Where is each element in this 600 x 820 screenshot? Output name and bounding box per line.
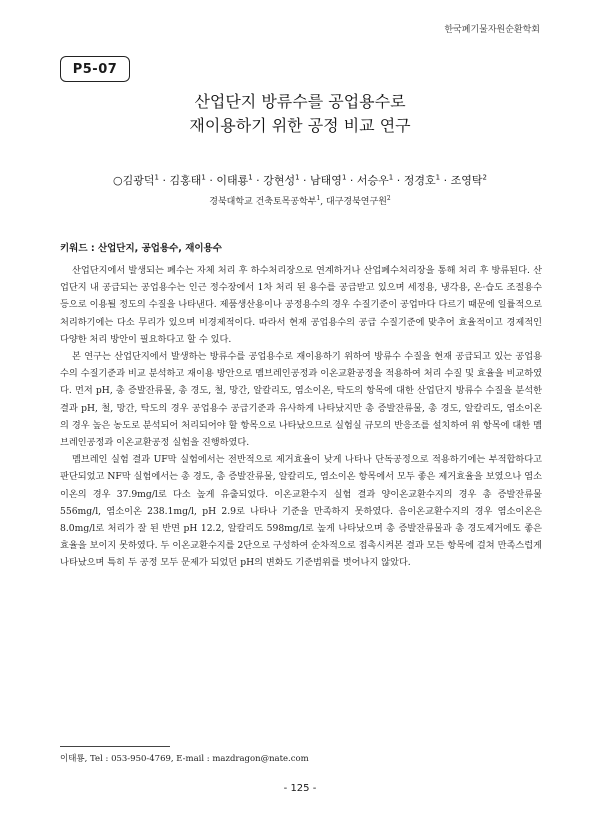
author: ○김광덕$^1$ [113,173,159,187]
author-separator: · [299,174,311,187]
page-number: - 125 - [283,783,317,794]
author: 조영탁$^2$ [450,173,487,187]
affiliations: 경북대학교 건축토목공학부$^1$, 대구경북연구원$^2$ [209,195,391,207]
paper-id-badge: P5-07 [60,56,130,82]
affiliation-2: 대구경북연구원 [326,197,387,207]
author-separator: · [393,174,404,187]
affiliation-1: 경북대학교 건축토목공학부 [209,197,317,207]
author-list [0,172,600,188]
paper-title [0,90,600,138]
paragraph: 산업단지에서 발생되는 폐수는 자체 처리 후 하수처리장으로 연계하거나 산업폐수처리장을 통해 처리 후 방류된다. 산업단지 내 공급되는 공업용수는 인근 정수장에서 1차 처리 된 용수를 공급받고 있으며 세정용, 냉각용, 온·습도 조절용수 등으로 이용될 정도의 수질을 나타낸다. 제품생산용이나 공정용수의 경우 수질기준이 공업마다 다르기 때문에 일률적으로 처리하기에는 다소 무리가 있으며 비경제적이다. 따라서 현재 공업용수의 공급 수질기준에 맞추어 효율적이고 경제적인 다양한 처리 방안이 필요하다고 할 수 있다. [60,265,542,345]
author-separator: · [205,174,217,187]
author-separator: · [158,174,170,187]
society-header: 한국폐기물자원순환학회 [444,25,540,35]
author-separator: · [346,174,357,187]
author: 김홍태$^1$ [169,173,206,187]
author: 서승우$^1$ [356,173,394,187]
corresponding-author-footnote: 이태룡, Tel : 053-950-4769, E-mail : mazdragon@nate.com [60,754,309,764]
author-separator: · [440,174,451,187]
author: 정경호$^1$ [403,173,441,187]
footnote-divider [60,746,170,747]
author: 남태영$^1$ [310,173,347,187]
title-line-1: 산업단지 방류수를 공업용수로 [194,92,406,111]
abstract-body [60,262,542,572]
title-line-2: 재이용하기 위한 공정 비교 연구 [189,116,411,135]
keywords-line: 키워드 : 산업단지, 공업용수, 재이용수 [60,243,222,254]
author: 강현성$^1$ [263,173,300,187]
paragraph: 멤브레인 실험 결과 UF막 실험에서는 전반적으로 제거효율이 낮게 나타나 단독공정으로 적용하기에는 부적합하다고 판단되었고 NF막 실험에서는 총 경도, 총 증발잔류물, 알칼리도, 염소이온 항목에서 모두 좋은 제거효율을 보였으나 염소이온의 경우 37.9mg/l로 다소 높게 유출되었다. 이온교환수지 실험 결과 양이온교환수지의 경우 총 증발잔류물 556mg/l, 염소이온 238.1mg/l, pH 2.9로 나타나 기준을 만족하지 못하였다. 음이온교환수지의 경우 염소이온은 8.0mg/l로 처리가 잘 된 반면 pH 12.2, 알칼리도 598mg/l로 높게 나타났으며 총 증발잔류물과 총 경도제거에도 좋은 효율을 보이지 못하였다. 두 이온교환수지를 2단으로 구성하여 순차적으로 접촉시켜본 결과 모든 항목에 걸쳐 만족스럽게 나타났으며 특히 두 공정 모두 문제가 되었던 pH의 변화도 기준범위를 벗어나지 않았다. [60,454,542,569]
paragraph: 본 연구는 산업단지에서 발생하는 방류수를 공업용수로 재이용하기 위하여 방류수 수질을 현재 공급되고 있는 공업용수의 수질기준과 비교 분석하고 재이용 방안으로 멤브레인공정과 이온교환공정을 적용하여 처리 수질 및 효율을 비교하였다. 먼저 pH, 총 증발잔류물, 총 경도, 철, 망간, 알칼리도, 염소이온, 탁도의 항목에 대한 산업단지 방류수 수질을 분석한 결과 pH, 철, 망간, 탁도의 경우 공업용수 공급기준과 유사하게 나타났지만 총 증발잔류물, 총 경도, 알칼리도, 염소이온의 경우 높은 농도로 분석되어 처리되어야 할 항목으로 나타났으므로 실험실 규모의 반응조를 설치하여 위 항목에 대한 멤브레인공정과 이온교환공정 실험을 진행하였다. [60,351,542,449]
author: 이태룡$^1$ [216,173,253,187]
author-separator: · [252,174,264,187]
